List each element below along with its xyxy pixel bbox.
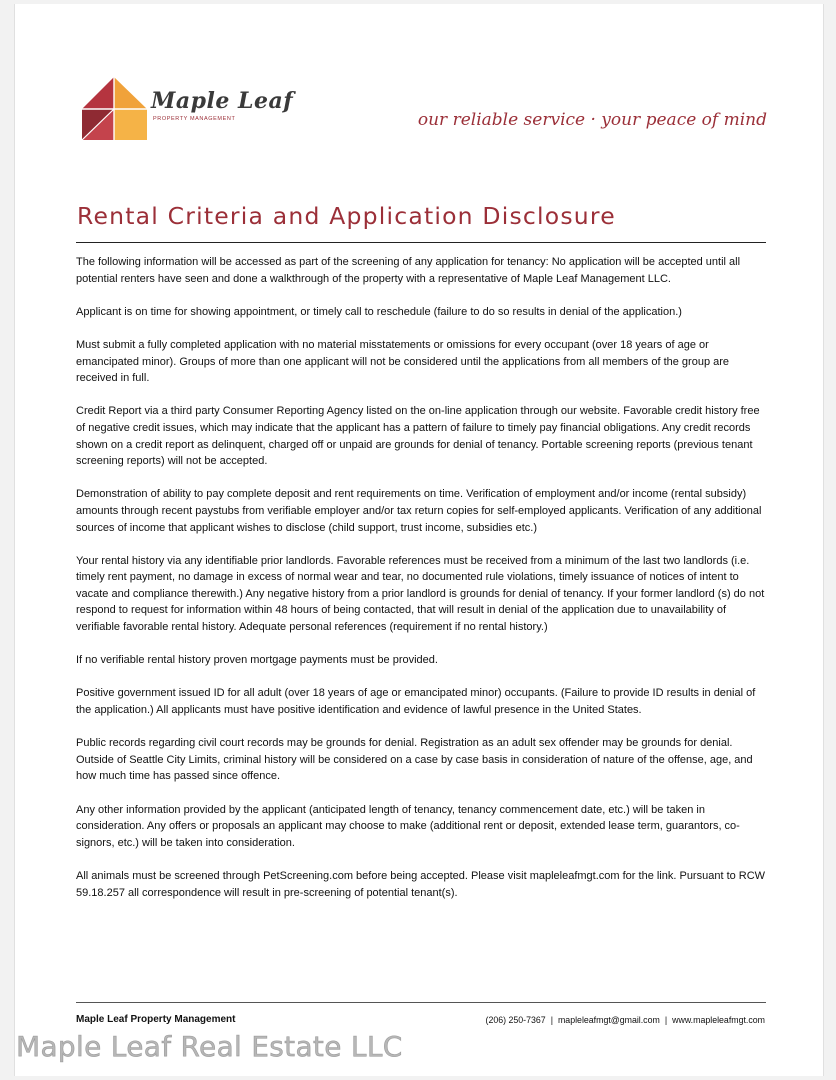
paragraph-other-info: Any other information provided by the applicant (anticipated length of tenancy, tenancy commencement date, etc.) will be taken in consideration. Any offers or proposals an applicant may choose to make (additional rent or deposit, extended lease term, guarantors, co-signors, etc.) will be taken into consideration.: [76, 803, 740, 849]
footer-company: Maple Leaf Property Management: [76, 1014, 236, 1025]
paragraph-animals: All animals must be screened through PetScreening.com before being accepted. Please visit mapleleafmgt.com for the link. Pursuant to RCW 59.18.257 all correspondence will result in pre-screening of potential tenant(s).: [76, 869, 766, 899]
footer-divider: [76, 1002, 766, 1003]
footer-website: www.mapleleafmgt.com: [672, 1015, 765, 1025]
tagline: our reliable service · your peace of mind: [417, 110, 767, 130]
paragraph-income: Demonstration of ability to pay complete deposit and rent requirements on time. Verification of employment and/or income (rental subsidy) amounts through recent paystubs from verifiable employer and/or tax return copies for self-employed applicants. Verification of any additional sources of income that applicant wishes to disclose (child support, trust income, subsidies etc.): [76, 488, 762, 534]
paragraph-mortgage: If no verifiable rental history proven mortgage payments must be provided.: [76, 654, 438, 667]
logo-name: Maple Leaf: [151, 88, 294, 114]
footer-separator: |: [550, 1015, 553, 1025]
document-page: [14, 4, 824, 1076]
paragraph-rental-history: Your rental history via any identifiable prior landlords. Favorable references must be received from a minimum of the last two landlords (i.e. timely rent payment, no damage in excess of normal wear and tear, no documented rule violations, timely issuance of notices of intent to vacate and compliance therewith.) Any negative history from a prior landlord is grounds for denial of tenancy. If your former landlord (s) do not respond to request for information within 48 hours of being contacted, that will result in denial of the application due to unavailability of verifiable favorable rental history. Adequate personal references (requirement if no rental history.): [76, 554, 765, 634]
footer-email: mapleleafmgt@gmail.com: [557, 1015, 660, 1025]
paragraph-showing: Applicant is on time for showing appointment, or timely call to reschedule (failure to do so results in denial of the application.): [76, 305, 682, 318]
title-divider: [76, 242, 766, 243]
footer-phone: (206) 250-7367: [485, 1015, 546, 1025]
footer-contact: [486, 1015, 765, 1025]
document-title: Rental Criteria and Application Disclosure: [77, 202, 616, 230]
paragraph-public-records: Public records regarding civil court records may be grounds for denial. Registration as an adult sex offender may be grounds for denial. Outside of Seattle City Limits, criminal history will be considered on a case by case basis in consideration of nature of the offense, age, and how much time has passed since offence.: [76, 737, 753, 783]
watermark: Maple Leaf Real Estate LLC: [16, 1030, 403, 1063]
logo-subtitle: PROPERTY MANAGEMENT: [153, 116, 236, 122]
paragraph-intro: The following information will be accessed as part of the screening of any application for tenancy: No application will be accepted until all potential renters have seen and done a walkthrough of the property with a representative of Maple Leaf Management LLC.: [76, 256, 741, 285]
paragraph-id: Positive government issued ID for all adult (over 18 years of age or emancipated minor) occupants. (Failure to provide ID results in denial of the application.) All applicants must have positive identification and evidence of lawful presence in the United States.: [76, 687, 756, 717]
paragraph-credit: Credit Report via a third party Consumer Reporting Agency listed on the on-line application through our website. Favorable credit history free of negative credit issues, which may indicate that the applicant has a pattern of failure to timely pay financial obligations. Any credit records shown on a credit report as delinquent, charged off or unpaid are grounds for denial of tenancy. Portable screening reports (previous tenant screening reports) will not be accepted.: [76, 405, 760, 468]
footer-separator: |: [664, 1015, 668, 1025]
paragraph-application: Must submit a fully completed application with no material misstatements or omissions for every occupant (over 18 years of age or emancipated minor). Groups of more than one applicant will not be considered until the applications from all members of the group are received in full.: [76, 338, 730, 385]
document-body: [76, 254, 770, 918]
